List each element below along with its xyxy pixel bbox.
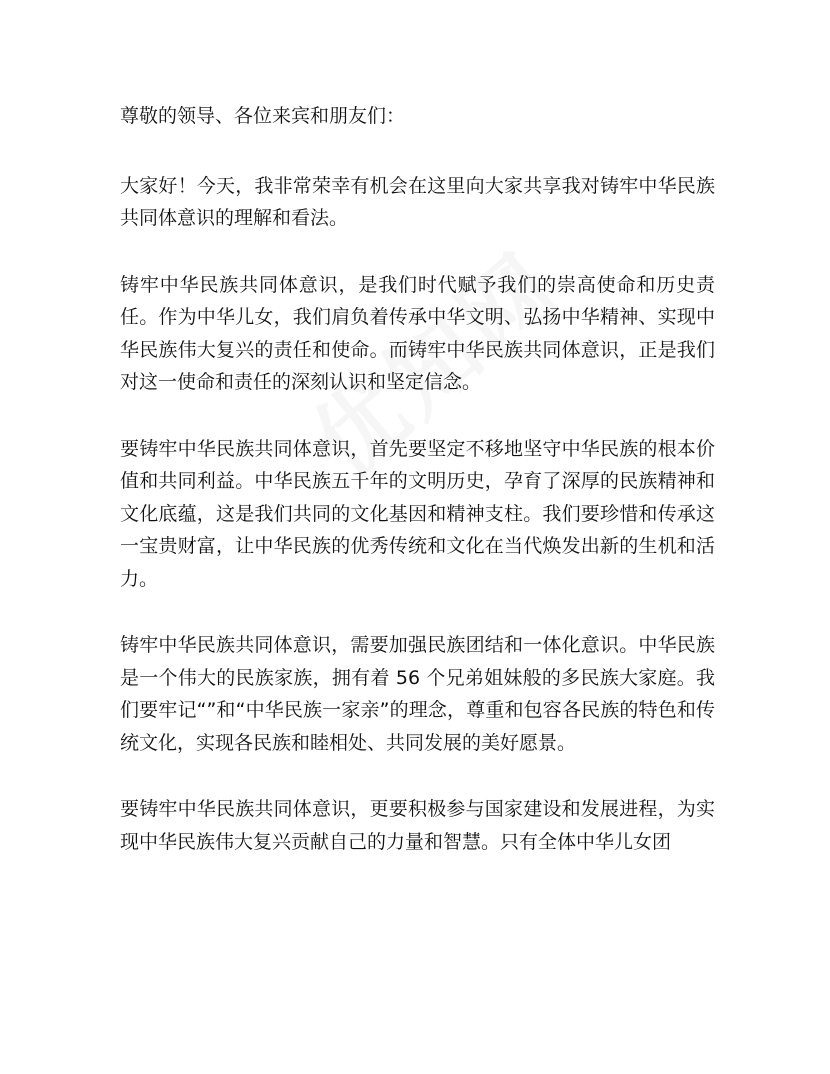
paragraph-values: 要铸牢中华民族共同体意识，首先要坚定不移地坚守中华民族的根本价值和共同利益。中华民族五千年的文明历史，孕育了深厚的民族精神和文化底蕴，这是我们共同的文化基因和精神支柱。我们要珍惜和传承这一宝贵财富，让中华民族的优秀传统和文化在当代焕发出新的生机和活力。 (120, 437, 715, 590)
paragraph-mission: 铸牢中华民族共同体意识，是我们时代赋予我们的崇高使命和历史责任。作为中华儿女，我们肩负着传承中华文明、弘扬中华精神、实现中华民族伟大复兴的责任和使命。而铸牢中华民族共同体意识，正是我们对这一使命和责任的深刻认识和坚定信念。 (120, 273, 715, 393)
paragraph-unity: 铸牢中华民族共同体意识，需要加强民族团结和一体化意识。中华民族是一个伟大的民族家族，拥有着 56 个兄弟姐妹般的多民族大家庭。我们要牢记“”和“中华民族一家亲”的理念，尊重和包容各民族的特色和传统文化，实现各民族和睦相处、共同发展的美好愿景。 (120, 634, 715, 754)
paragraph-participation: 要铸牢中华民族共同体意识，更要积极参与国家建设和发展进程，为实现中华民族伟大复兴贡献自己的力量和智慧。只有全体中华儿女团 (120, 798, 715, 853)
document-body (120, 100, 715, 892)
paragraph-greeting: 大家好！今天，我非常荣幸有机会在这里向大家共享我对铸牢中华民族共同体意识的理解和看法。 (120, 174, 715, 229)
salutation: 尊敬的领导、各位来宾和朋友们： (120, 105, 406, 127)
